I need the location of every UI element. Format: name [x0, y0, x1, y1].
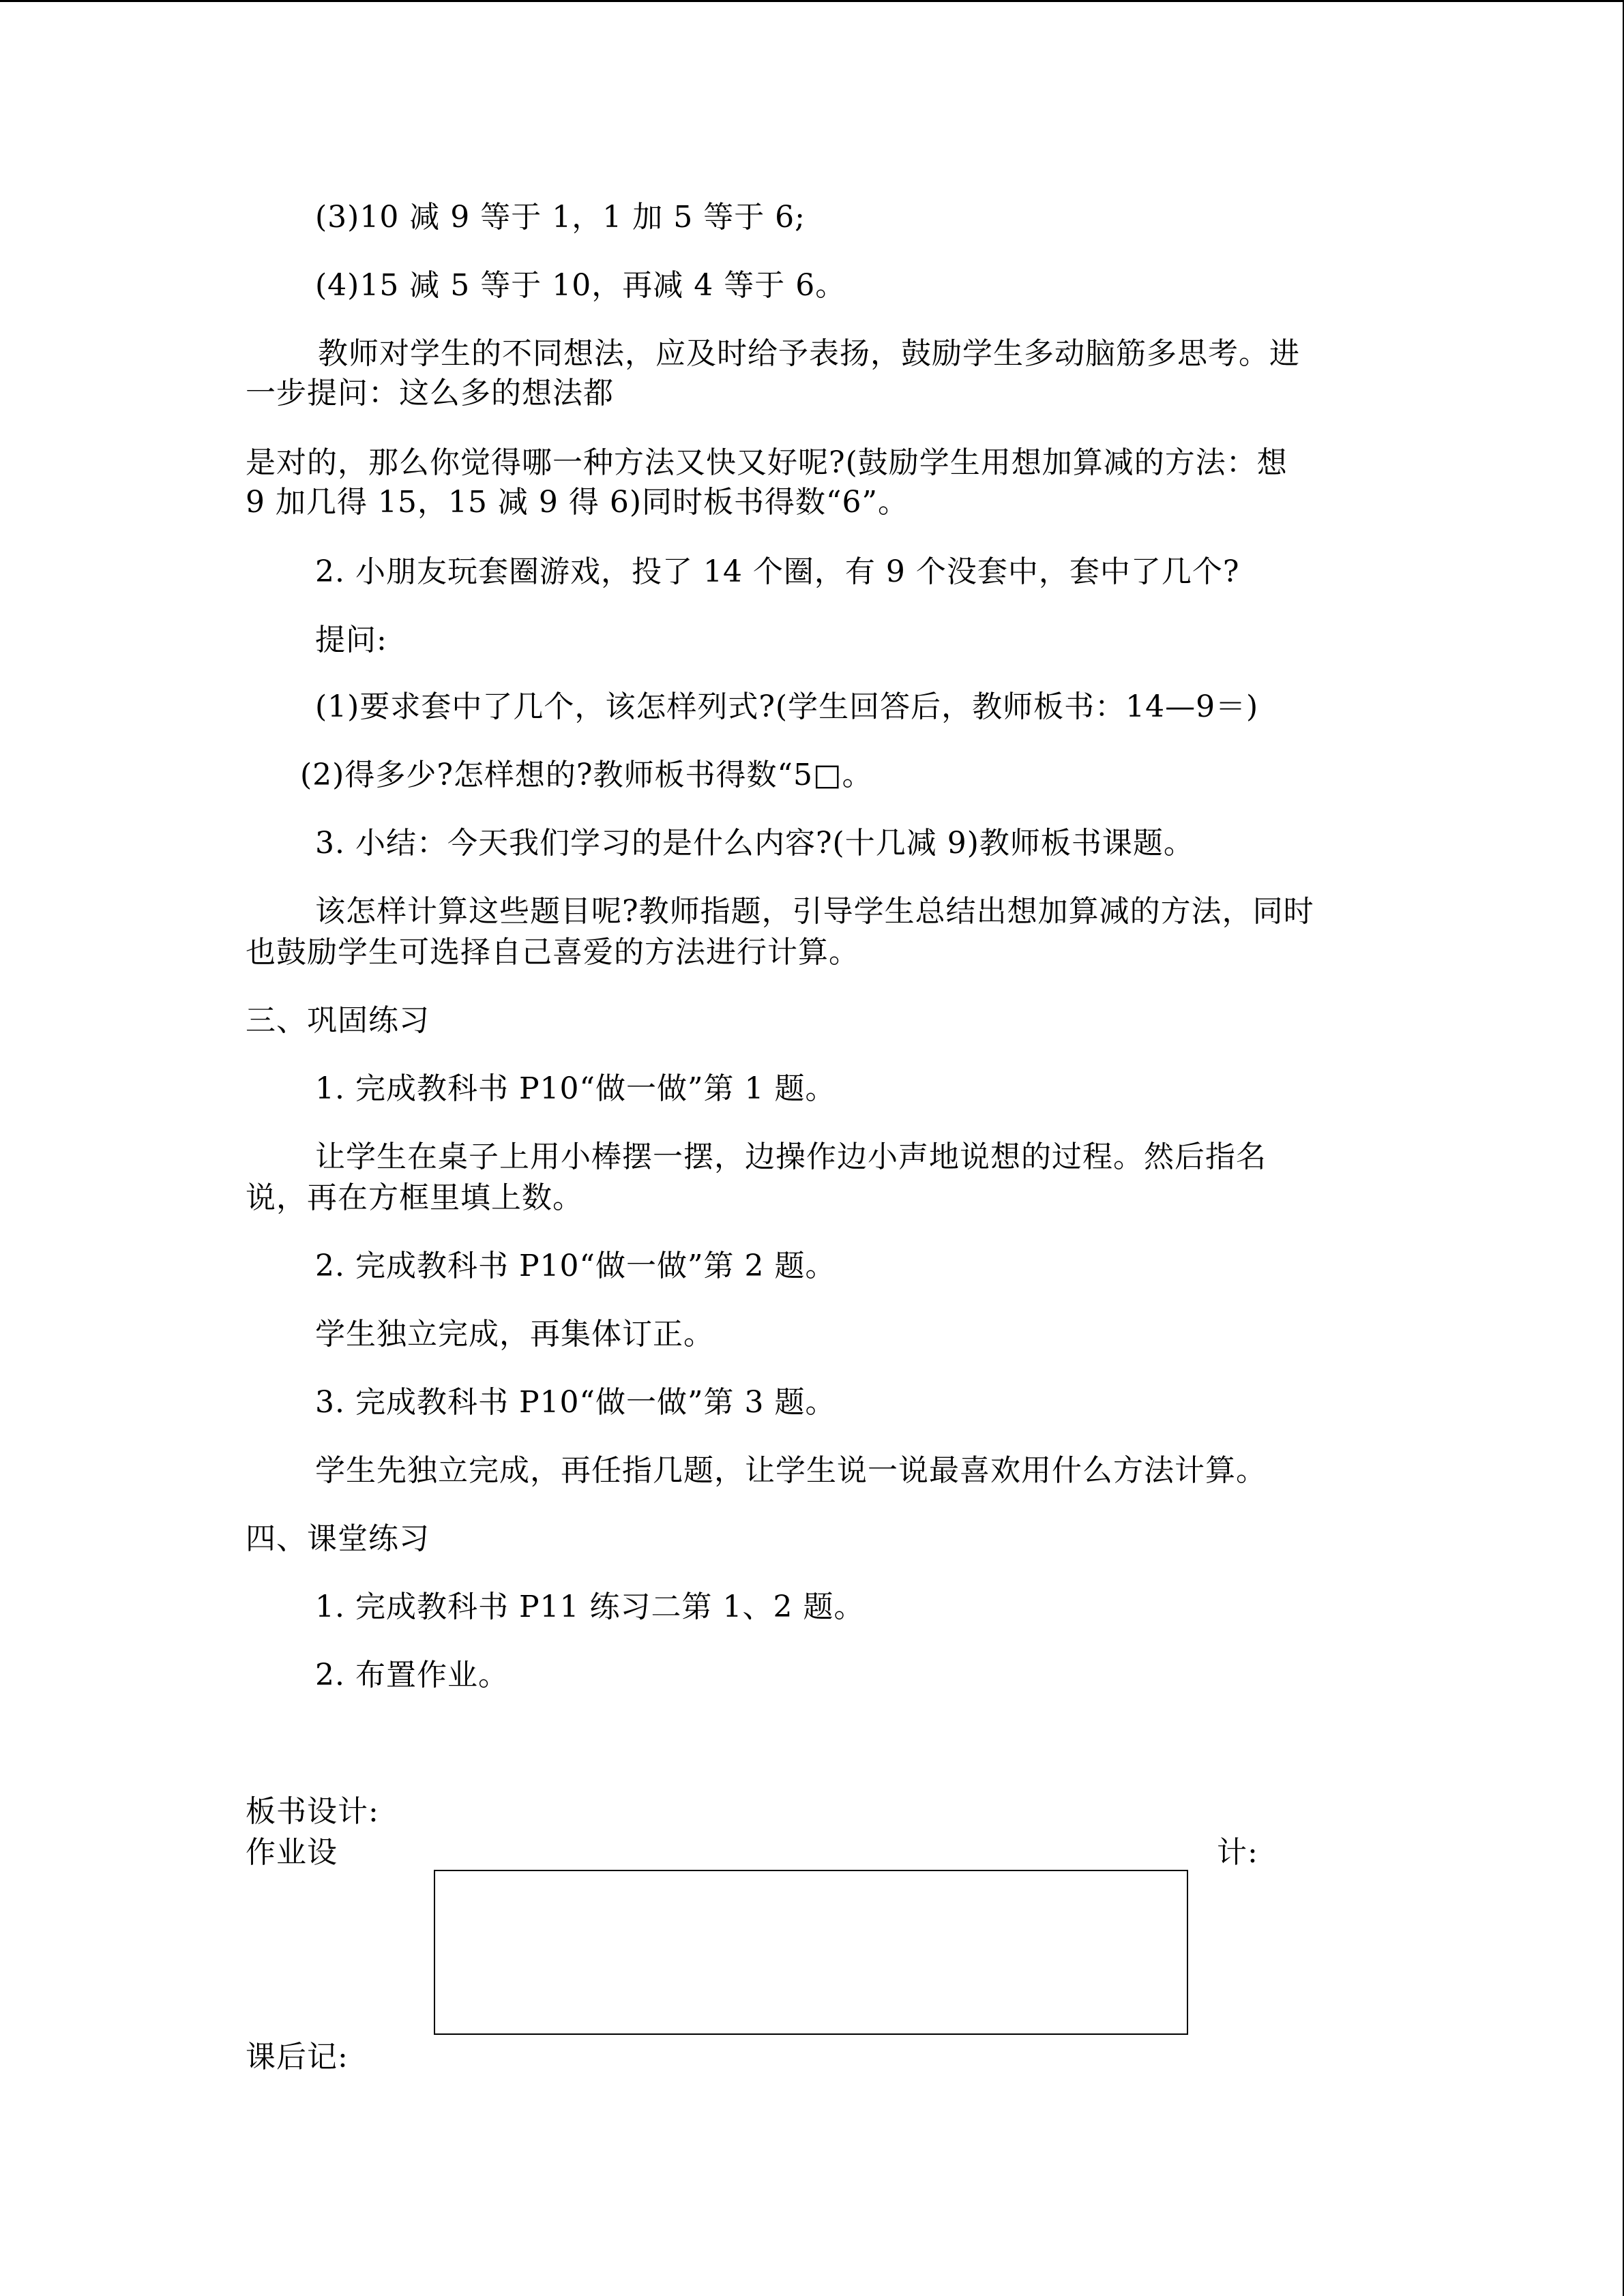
paragraph-step-4: (4)15 减 5 等于 10，再减 4 等于 6。 — [315, 268, 846, 303]
paragraph-exercise-3: 3. 完成教科书 P10“做一做”第 3 题。 — [315, 1385, 836, 1420]
paragraph-best-method: 是对的，那么你觉得哪一种方法又快又好呢?(鼓励学生用想加算减的方法：想 — [246, 445, 1288, 480]
section-heading-class-practice: 四、课堂练习 — [246, 1521, 430, 1556]
paragraph-summary: 3. 小结：今天我们学习的是什么内容?(十几减 9)教师板书课题。 — [315, 826, 1194, 861]
paragraph-independent: 学生独立完成，再集体订正。 — [315, 1317, 714, 1352]
paragraph-question-2: (2)得多少?怎样想的?教师板书得数“5□。 — [300, 758, 873, 792]
paragraph-how-to-calc-cont: 也鼓励学生可选择自己喜爱的方法进行计算。 — [246, 935, 859, 970]
paragraph-teacher-praise: 教师对学生的不同想法，应及时给予表扬，鼓励学生多动脑筋多思考。进 — [318, 336, 1300, 371]
paragraph-sticks: 让学生在桌子上用小棒摆一摆，边操作边小声地说想的过程。然后指名 — [315, 1139, 1267, 1174]
paragraph-homework: 2. 布置作业。 — [315, 1658, 509, 1693]
homework-design-label-right: 计: — [1217, 1835, 1258, 1870]
paragraph-question-1: (1)要求套中了几个，该怎样列式?(学生回答后，教师板书：14—9＝) — [315, 689, 1259, 724]
paragraph-sticks-cont: 说，再在方框里填上数。 — [246, 1180, 583, 1215]
homework-design-label-left: 作业设 — [246, 1835, 338, 1870]
paragraph-best-method-cont: 9 加几得 15，15 减 9 得 6)同时板书得数“6”。 — [246, 485, 909, 520]
paragraph-favorite-method: 学生先独立完成，再任指几题，让学生说一说最喜欢用什么方法计算。 — [315, 1453, 1267, 1488]
paragraph-how-to-calc: 该怎样计算这些题目呢?教师指题，引导学生总结出想加算减的方法，同时 — [315, 894, 1314, 929]
after-class-notes-label: 课后记: — [246, 2040, 349, 2074]
paragraph-step-3: (3)10 减 9 等于 1，1 加 5 等于 6; — [315, 200, 806, 235]
paragraph-exercise-2: 2. 完成教科书 P10“做一做”第 2 题。 — [315, 1249, 836, 1283]
paragraph-question-label: 提问: — [315, 623, 387, 657]
page-top-border — [0, 0, 1624, 2]
paragraph-teacher-praise-cont: 一步提问：这么多的想法都 — [246, 376, 614, 411]
section-heading-consolidation: 三、巩固练习 — [246, 1003, 430, 1038]
homework-design-box — [434, 1870, 1188, 2035]
board-design-label: 板书设计: — [246, 1794, 379, 1829]
paragraph-ring-toss: 2. 小朋友玩套圈游戏，投了 14 个圈，有 9 个没套中，套中了几个? — [315, 554, 1240, 589]
paragraph-practice-1: 1. 完成教科书 P11 练习二第 1、2 题。 — [315, 1590, 865, 1624]
paragraph-exercise-1: 1. 完成教科书 P10“做一做”第 1 题。 — [315, 1071, 836, 1106]
